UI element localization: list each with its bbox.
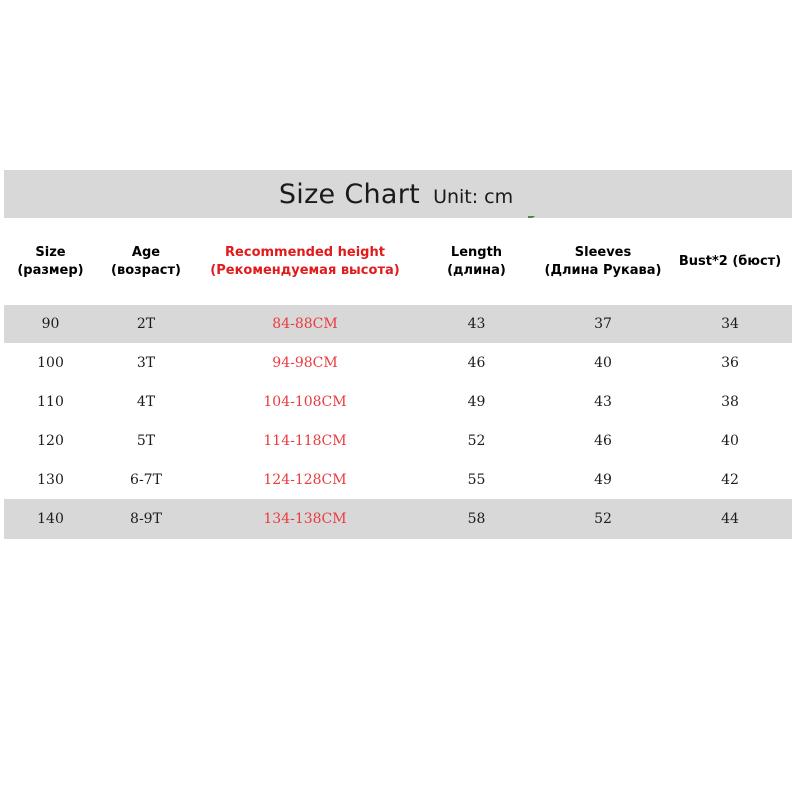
column-header-size-en: Size: [35, 245, 66, 261]
cell-age: 3T: [97, 343, 195, 382]
cell-length: 46: [415, 343, 538, 382]
cell-recommended-height: 114-118CM: [195, 421, 415, 460]
cell-size: 90: [4, 305, 97, 343]
cell-sleeves: 49: [538, 460, 668, 499]
column-header-sleeves: [538, 218, 668, 305]
cell-bust: 34: [668, 305, 792, 343]
column-header-recommended-height-en: Recommended height: [225, 245, 385, 261]
column-header-age-en: Age: [131, 245, 161, 261]
table-row: [4, 499, 792, 539]
column-header-recommended-height: [195, 218, 415, 305]
title-band: [4, 170, 792, 218]
cell-age: 5T: [97, 421, 195, 460]
cell-length: 52: [415, 421, 538, 460]
table-row: [4, 343, 792, 382]
cell-age: 6-7T: [97, 460, 195, 499]
cell-bust: 36: [668, 343, 792, 382]
column-header-size-ru: (размер): [17, 262, 84, 278]
cell-length: 55: [415, 460, 538, 499]
column-header-sleeves-en: Sleeves: [574, 245, 632, 261]
cell-sleeves: 52: [538, 499, 668, 539]
cell-bust: 40: [668, 421, 792, 460]
cell-age: 8-9T: [97, 499, 195, 539]
cell-recommended-height: 124-128CM: [195, 460, 415, 499]
column-header-size: [4, 218, 97, 305]
cell-length: 58: [415, 499, 538, 539]
column-header-length-ru: (длина): [447, 262, 506, 278]
cell-bust: 44: [668, 499, 792, 539]
page-title: Size Chart: [278, 178, 421, 210]
cell-recommended-height: 134-138CM: [195, 499, 415, 539]
table-row: [4, 460, 792, 499]
cell-size: 120: [4, 421, 97, 460]
cell-bust: 38: [668, 382, 792, 421]
cell-length: 49: [415, 382, 538, 421]
cell-age: 4T: [97, 382, 195, 421]
cell-sleeves: 37: [538, 305, 668, 343]
column-header-age: [97, 218, 195, 305]
cell-size: 100: [4, 343, 97, 382]
table-row: [4, 305, 792, 343]
cell-sleeves: 43: [538, 382, 668, 421]
column-header-length-en: Length: [450, 245, 503, 261]
column-header-age-ru: (возраст): [111, 262, 181, 278]
column-header-bust: [668, 218, 792, 305]
cell-size: 140: [4, 499, 97, 539]
size-chart-table: [4, 218, 792, 539]
column-header-recommended-height-ru: (Рекомендуемая высота): [210, 262, 400, 278]
cell-recommended-height: 84-88CM: [195, 305, 415, 343]
cell-recommended-height: 104-108CM: [195, 382, 415, 421]
cell-recommended-height: 94-98CM: [195, 343, 415, 382]
table-body: [4, 305, 792, 539]
column-header-bust-en: Bust*2 (бюст): [678, 253, 782, 269]
cell-size: 130: [4, 460, 97, 499]
cell-size: 110: [4, 382, 97, 421]
table-row: [4, 421, 792, 460]
cell-sleeves: 46: [538, 421, 668, 460]
cell-age: 2T: [97, 305, 195, 343]
column-header-length: [415, 218, 538, 305]
unit-label: Unit: cm: [433, 185, 514, 208]
table-row: [4, 382, 792, 421]
column-header-sleeves-ru: (Длина Рукава): [544, 262, 662, 278]
title-group: [278, 178, 514, 210]
cell-bust: 42: [668, 460, 792, 499]
table-header: [4, 218, 792, 305]
cell-length: 43: [415, 305, 538, 343]
cell-sleeves: 40: [538, 343, 668, 382]
header-row: [4, 218, 792, 305]
